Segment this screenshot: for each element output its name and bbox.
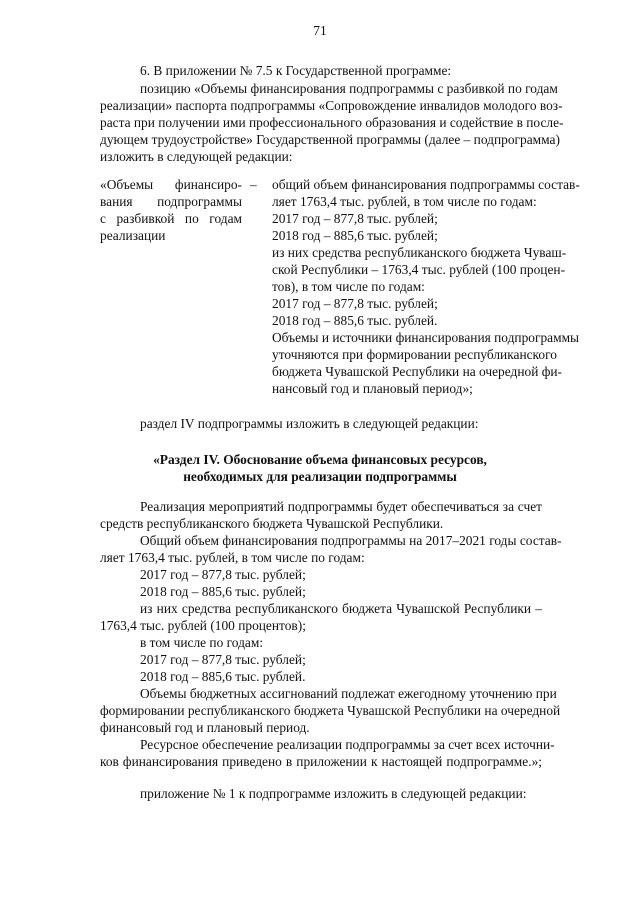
section4-body-line: из них средства республиканского бюджета Чувашской Республики – xyxy=(140,601,542,616)
passport-dash: – xyxy=(250,177,257,192)
item6-line: реализации» паспорта подпрограммы «Сопровождение инвалидов молодого воз- xyxy=(100,98,563,113)
passport-label-line: вания подпрограммы xyxy=(100,194,242,209)
section4-body-line: Реализация мероприятий подпрограммы будет обеспечиваться за счет xyxy=(140,499,542,514)
passport-label-line: реализации xyxy=(100,228,166,243)
passport-value-line: Объемы и источники финансирования подпрограммы xyxy=(272,330,580,345)
item6-line: изложить в следующей редакции: xyxy=(100,149,293,164)
passport-value-line: 2017 год – 877,8 тыс. рублей; xyxy=(272,211,438,226)
section4-body-line: 2017 год – 877,8 тыс. рублей; xyxy=(140,567,306,582)
passport-value-line: тов), в том числе по годам: xyxy=(272,279,425,294)
section4-body-line: в том числе по годам: xyxy=(140,635,264,650)
section4-body-line: финансовый год и плановый период. xyxy=(100,720,310,735)
section4-body-line: Объемы бюджетных ассигнований подлежат ежегодному уточнению при xyxy=(140,686,557,701)
section4-title-line2: необходимых для реализации подпрограммы xyxy=(183,469,457,484)
section4-body-line: ляет 1763,4 тыс. рублей, в том числе по годам: xyxy=(100,550,365,565)
section4-body-line: 2017 год – 877,8 тыс. рублей; xyxy=(140,652,306,667)
passport-value-line: 2018 год – 885,6 тыс. рублей; xyxy=(272,228,438,243)
section4-body-line: формировании республиканского бюджета Чувашской Республики на очередной xyxy=(100,703,561,718)
section4-title-line1: «Раздел IV. Обоснование объема финансовых ресурсов, xyxy=(153,452,487,467)
passport-value-line: ской Республики – 1763,4 тыс. рублей (100 процен- xyxy=(272,262,566,277)
section4-body-line: средств республиканского бюджета Чувашской Республики. xyxy=(100,516,444,531)
item6-line: раста при получении ими профессионального образования и содействие в после- xyxy=(100,115,564,130)
passport-value-line: 2017 год – 877,8 тыс. рублей; xyxy=(272,296,438,311)
passport-value-line: из них средства республиканского бюджета Чуваш- xyxy=(272,245,567,260)
passport-label-line: «Объемы финансиро- xyxy=(100,177,242,192)
section4-body-line: 1763,4 тыс. рублей (100 процентов); xyxy=(100,618,306,633)
passport-value-line: 2018 год – 885,6 тыс. рублей. xyxy=(272,313,438,328)
section4-body-line: 2018 год – 885,6 тыс. рублей; xyxy=(140,584,306,599)
section4-body-line: 2018 год – 885,6 тыс. рублей. xyxy=(140,669,306,684)
section4-body-line: ков финансирования приведено в приложении к настоящей подпрограмме.»; xyxy=(100,754,542,769)
passport-value-line: уточняются при формировании республиканского xyxy=(272,347,557,362)
appendix-intro: приложение № 1 к подпрограмме изложить в следующей редакции: xyxy=(140,786,527,801)
passport-value-line: бюджета Чувашской Республики на очередной фи- xyxy=(272,364,563,379)
passport-label-line: с разбивкой по годам xyxy=(100,211,242,226)
item6-heading: 6. В приложении № 7.5 к Государственной программе: xyxy=(140,63,452,78)
passport-value-line: общий объем финансирования подпрограммы состав- xyxy=(272,177,580,192)
item6-line: позицию «Объемы финансирования подпрограммы с разбивкой по годам xyxy=(140,81,558,96)
passport-value-line: нансовый год и плановый период»; xyxy=(272,381,473,396)
section4-body-line: Общий объем финансирования подпрограммы на 2017–2021 годы состав- xyxy=(140,533,562,548)
passport-value-line: ляет 1763,4 тыс. рублей, в том числе по годам: xyxy=(272,194,537,209)
section4-intro: раздел IV подпрограммы изложить в следующей редакции: xyxy=(140,416,479,431)
page-number: 71 xyxy=(313,23,327,38)
item6-line: дующем трудоустройстве» Государственной программы (далее – подпрограмма) xyxy=(100,132,560,147)
section4-body-line: Ресурсное обеспечение реализации подпрограммы за счет всех источни- xyxy=(140,737,555,752)
